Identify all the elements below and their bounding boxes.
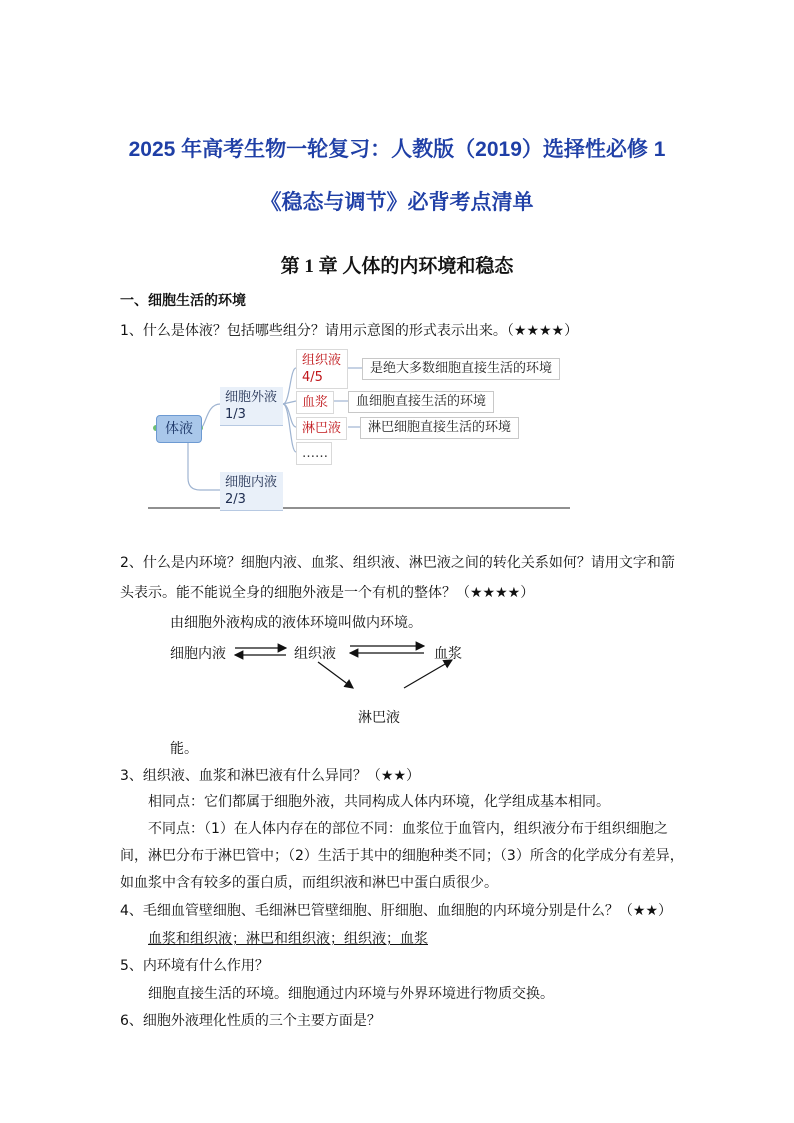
question-2-line2: 头表示。能不能说全身的细胞外液是一个有机的整体？（★★★★）	[120, 585, 535, 601]
lymph-node: 淋巴液	[296, 417, 347, 440]
answer-3-same: 相同点：它们都属于细胞外液，共同构成人体内环境，化学组成基本相同。	[148, 794, 610, 810]
answer-3-diff3: 如血浆中含有较多的蛋白质，而组织液和淋巴中蛋白质很少。	[120, 875, 498, 891]
plasma-node: 血浆	[296, 391, 334, 414]
question-5: 5、内环境有什么作用？	[120, 958, 269, 974]
tissue-ratio: 4/5	[302, 370, 323, 385]
root-node: 体液	[156, 415, 202, 443]
icf-ratio: 2/3	[225, 492, 246, 507]
label-tissue: 组织液	[294, 646, 336, 662]
question-1: 1、什么是体液？包括哪些组分？请用示意图的形式表示出来。（★★★★）	[120, 323, 579, 339]
question-2-line1: 2、什么是内环境？细胞内液、血浆、组织液、淋巴液之间的转化关系如何？请用文字和箭	[120, 555, 675, 571]
icf-name: 细胞内液	[225, 475, 278, 490]
question-3: 3、组织液、血浆和淋巴液有什么异同？（★★）	[120, 768, 421, 784]
doc-title-line1: 2025 年高考生物一轮复习：人教版（2019）选择性必修 1	[128, 138, 666, 161]
more-node: ……	[296, 442, 332, 465]
tissue-name: 组织液	[302, 353, 342, 368]
tissue-desc: 是绝大多数细胞直接生活的环境	[362, 358, 560, 380]
lymph-desc: 淋巴细胞直接生活的环境	[360, 417, 519, 439]
label-icf: 细胞内液	[170, 646, 226, 662]
question-6: 6、细胞外液理化性质的三个主要方面是？	[120, 1013, 381, 1029]
section-heading: 一、细胞生活的环境	[120, 293, 246, 309]
answer-3-diff1: 不同点：（1）在人体内存在的部位不同：血浆位于血管内，组织液分布于组织细胞之	[148, 821, 668, 837]
answer-2-definition: 由细胞外液构成的液体环境叫做内环境。	[170, 615, 422, 631]
ecf-name: 细胞外液	[225, 390, 278, 405]
ecf-ratio: 1/3	[225, 407, 246, 422]
answer-2: 能。	[170, 741, 198, 757]
label-lymph: 淋巴液	[358, 710, 400, 726]
question-4: 4、毛细血管壁细胞、毛细淋巴管壁细胞、肝细胞、血细胞的内环境分别是什么？（★★）	[120, 903, 673, 919]
chapter-heading: 第 1 章 人体的内环境和稳态	[280, 256, 514, 277]
answer-3-diff2: 间，淋巴分布于淋巴管中；（2）生活于其中的细胞种类不同；（3）所含的化学成分有差异，	[120, 848, 684, 864]
answer-5: 细胞直接生活的环境。细胞通过内环境与外界环境进行物质交换。	[148, 986, 554, 1002]
answer-4: 血浆和组织液；淋巴和组织液；组织液；血浆	[148, 931, 428, 947]
label-plasma: 血浆	[434, 646, 462, 662]
doc-title-line2: 《稳态与调节》必背考点清单	[260, 191, 534, 214]
plasma-desc: 血细胞直接生活的环境	[348, 391, 494, 413]
